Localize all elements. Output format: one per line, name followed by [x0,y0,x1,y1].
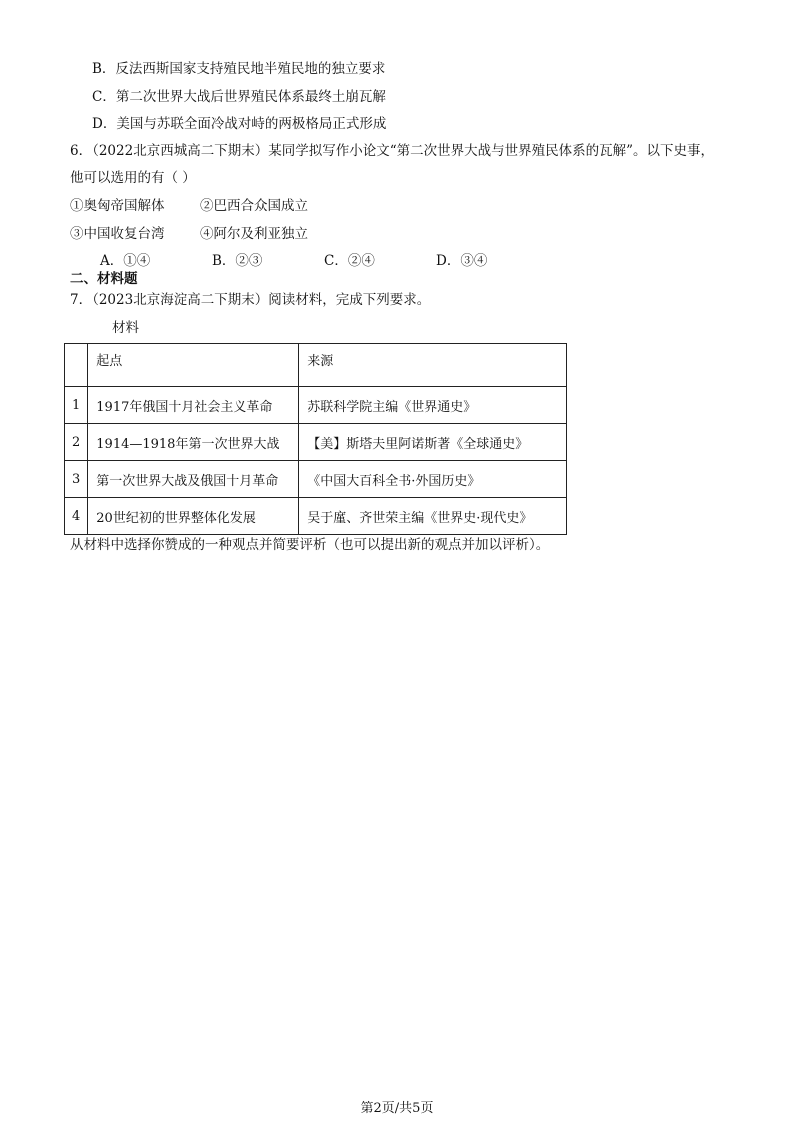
table-row [65,387,567,424]
q6-answer-c: C．②④ [324,253,375,269]
table-row [65,461,567,498]
q6-item-2: ②巴西合众国成立 [200,198,308,214]
q7-task: 从材料中选择你赞成的一种观点并简要评析（也可以提出新的观点并加以评析）。 [70,537,550,553]
q7-stem: 7．（2023北京海淀高二下期末）阅读材料，完成下列要求。 [70,292,431,308]
table-header-cell: 来源 [299,344,567,387]
table-cell: 4 [65,498,88,535]
q5-option-b: B．反法西斯国家支持殖民地半殖民地的独立要求 [92,61,386,77]
q6-stem-line1: 6．（2022北京西城高二下期末）某同学拟写作小论文“第二次世界大战与世界殖民体系的瓦解”。以下史事， [70,143,714,159]
table-cell: 1917年俄国十月社会主义革命 [88,387,299,424]
table-cell: 吴于廑、齐世荣主编《世界史·现代史》 [299,498,567,535]
page-number: 第2页/共5页 [360,1101,434,1116]
q6-answer-d: D．③④ [436,253,488,269]
table-row [65,424,567,461]
material-label: 材料 [112,320,139,336]
table-cell: 苏联科学院主编《世界通史》 [299,387,567,424]
table-header-cell: 起点 [88,344,299,387]
q6-item-1: ①奥匈帝国解体 [70,198,165,214]
table-cell: 1 [65,387,88,424]
table-row [65,498,567,535]
table-cell: 2 [65,424,88,461]
q6-answer-a: A．①④ [100,253,151,269]
material-table [64,343,567,535]
table-header-cell [65,344,88,387]
table-cell: 1914—1918年第一次世界大战 [88,424,299,461]
q6-answer-b: B．②③ [212,253,263,269]
q6-items-row1 [70,196,308,216]
q6-item-3: ③中国收复台湾 [70,226,165,242]
table-cell: 20世纪初的世界整体化发展 [88,498,299,535]
q5-option-c: C．第二次世界大战后世界殖民体系最终土崩瓦解 [92,89,386,105]
q6-answer-options [100,251,548,271]
table-header-row [65,344,567,387]
section-title-material: 二、材料题 [70,271,138,287]
table-cell: 第一次世界大战及俄国十月革命 [88,461,299,498]
q6-item-4: ④阿尔及利亚独立 [200,226,308,242]
q6-items-row2 [70,224,308,244]
table-cell: 3 [65,461,88,498]
q6-stem-line2: 他可以选用的有（ ） [70,170,196,186]
table-cell: 【美】斯塔夫里阿诺斯著《全球通史》 [299,424,567,461]
q5-option-d: D．美国与苏联全面冷战对峙的两极格局正式形成 [92,116,387,132]
table-cell: 《中国大百科全书·外国历史》 [299,461,567,498]
